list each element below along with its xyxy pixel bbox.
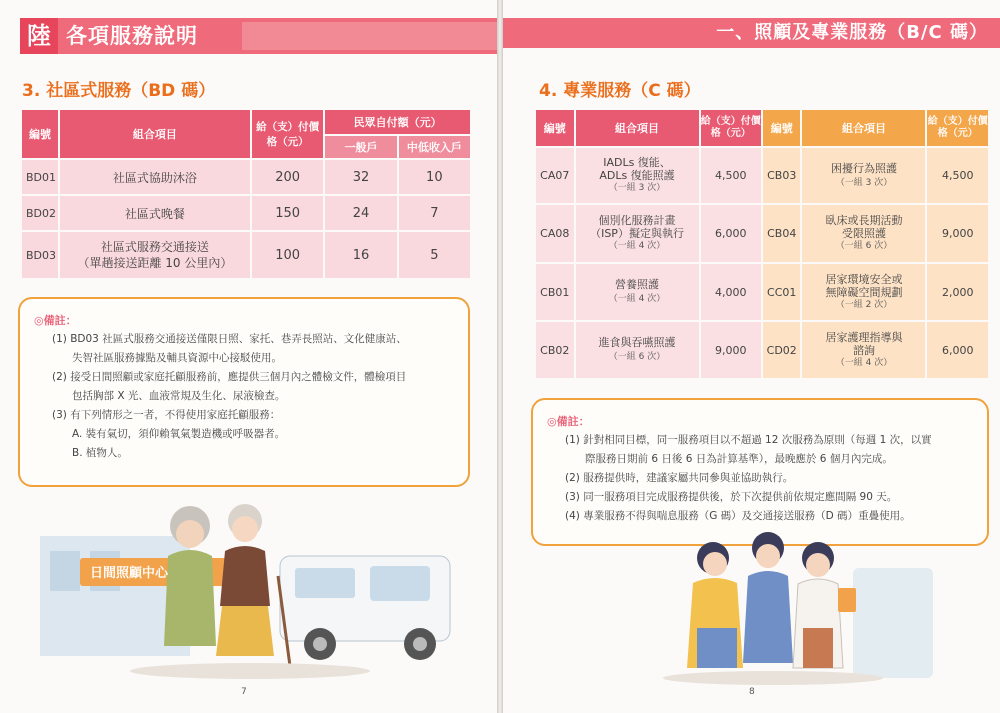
row-price: 6,000 (701, 205, 761, 262)
row-general: 32 (325, 160, 396, 194)
row-price: 9,000 (927, 205, 988, 262)
row-item-line1: 社區式服務交通接送 (100, 240, 209, 254)
item-line2: 諮詢 (852, 343, 875, 357)
row-item (576, 148, 699, 203)
table-row (536, 205, 988, 262)
row-low-income: 10 (399, 160, 470, 194)
item-line2: ADLs 復能照護 (599, 169, 675, 182)
note-item: A. 裝有氣切，須仰賴氧氣製造機或呼吸器者。 (72, 428, 286, 440)
table-row (22, 160, 470, 194)
table-row (536, 264, 988, 320)
row-code: CD02 (763, 322, 801, 378)
note-item: B. 植物人。 (72, 447, 128, 459)
item-sub: （一組 3 次） (835, 177, 893, 188)
col-header-code-2: 編號 (763, 110, 801, 146)
item-sub: （一組 3 次） (608, 183, 666, 193)
row-price: 100 (252, 232, 323, 278)
item-line1: IADLs 復能、 (603, 156, 671, 169)
chapter-badge: 陸 (20, 18, 58, 54)
header-decoration (242, 22, 497, 50)
row-item: 社區式晚餐 (60, 196, 250, 230)
professionals-illustration (653, 528, 973, 688)
note-item: 際服務日期前 6 日後 6 日為計算基準），最晚應於 6 個月內完成。 (585, 453, 893, 465)
row-price: 4,500 (701, 148, 761, 203)
item-line1: 營養照護 (615, 278, 660, 291)
row-item (576, 205, 699, 262)
row-item: 社區式協助沐浴 (60, 160, 250, 194)
note-item: (3) 有下列情形之一者，不得使用家庭托顧服務： (52, 409, 281, 421)
row-low-income: 5 (399, 232, 470, 278)
page-number-right: 8 (749, 687, 755, 697)
section-title-c: 4. 專業服務（C 碼） (539, 81, 701, 101)
row-code: CB01 (536, 264, 574, 320)
col-header-price-2: 給（支）付價格（元） (927, 110, 988, 146)
row-item-line2: （單趟接送距離 10 公里內） (77, 256, 233, 270)
note-item: (3) 同一服務項目完成服務提供後，於下次提供前依規定應間隔 90 天。 (565, 491, 898, 503)
day-care-scene-icon (40, 496, 480, 686)
notes-title: ◎備註： (547, 415, 590, 428)
right-header-bar (503, 18, 1000, 48)
row-item (576, 264, 699, 320)
col-header-low-income: 中低收入戶 (399, 136, 470, 158)
row-general: 16 (325, 232, 396, 278)
page-number-left: 7 (241, 687, 247, 697)
table-row (22, 232, 470, 278)
table-row (22, 196, 470, 230)
row-price: 4,500 (927, 148, 988, 203)
section-header-title: 一、照顧及專業服務（B/C 碼） (716, 22, 988, 43)
row-item (802, 322, 925, 378)
section-title-bd: 3. 社區式服務（BD 碼） (22, 81, 216, 101)
note-item: (1) BD03 社區式服務交通接送僅限日照、家托、巷弄長照站、文化健康站、 (52, 333, 407, 345)
row-item (802, 148, 925, 203)
item-sub: （一組 6 次） (608, 352, 666, 362)
day-care-illustration (40, 496, 480, 686)
row-price: 200 (252, 160, 323, 194)
c-code-table (534, 108, 990, 380)
row-price: 4,000 (701, 264, 761, 320)
table-row (536, 148, 988, 203)
col-header-code: 編號 (536, 110, 574, 146)
note-item: (2) 服務提供時，建議家屬共同參與並協助執行。 (565, 472, 794, 484)
row-code: BD03 (22, 232, 58, 278)
note-item: (4) 專業服務不得與喘息服務（G 碼）及交通接送服務（D 碼）重疊使用。 (565, 510, 911, 522)
row-low-income: 7 (399, 196, 470, 230)
row-price: 9,000 (701, 322, 761, 378)
chapter-title: 各項服務說明 (66, 24, 198, 48)
table-row (536, 322, 988, 378)
note-item: 包括胸部 X 光、血液常規及生化、尿液檢查。 (72, 390, 286, 402)
right-page (503, 0, 1000, 713)
note-item: 失智社區服務據點及輔具資源中心接駁使用。 (72, 352, 282, 364)
day-care-sign: 日間照顧中心 (90, 566, 169, 581)
col-header-item: 組合項目 (576, 110, 699, 146)
item-sub: （一組 4 次） (608, 241, 666, 251)
item-sub: （一組 4 次） (608, 294, 666, 304)
bd-table (20, 108, 472, 280)
col-header-price: 給（支）付價格（元） (701, 110, 761, 146)
row-code: CB03 (763, 148, 801, 203)
item-line1: 困擾行為照護 (830, 161, 897, 175)
item-line1: 進食與吞嚥照護 (598, 336, 676, 349)
row-price: 150 (252, 196, 323, 230)
row-item (802, 264, 925, 320)
item-sub: （一組 6 次） (835, 241, 893, 251)
item-sub: （一組 4 次） (835, 357, 893, 368)
right-notes-box (531, 398, 989, 546)
row-code: CA07 (536, 148, 574, 203)
col-header-code: 編號 (22, 110, 58, 158)
col-header-item: 組合項目 (60, 110, 250, 158)
left-notes-box (18, 297, 470, 487)
professionals-scene-icon (653, 528, 973, 688)
row-item (576, 322, 699, 378)
item-sub: （一組 2 次） (835, 299, 893, 310)
col-header-item-2: 組合項目 (802, 110, 925, 146)
row-price: 6,000 (927, 322, 988, 378)
row-item (60, 232, 250, 278)
col-header-general: 一般戶 (325, 136, 396, 158)
row-code: CB02 (536, 322, 574, 378)
item-line1: 臥床或長期活動 (825, 214, 903, 227)
row-code: CC01 (763, 264, 801, 320)
note-item: (1) 針對相同目標，同一服務項目以不超過 12 次服務為原則（每週 1 次，以實 (565, 434, 932, 446)
item-line2: （ISP）擬定與執行 (590, 227, 684, 240)
item-line1: 個別化服務計畫 (598, 214, 676, 227)
notes-title: ◎備註： (34, 314, 77, 327)
left-page (0, 0, 497, 713)
row-code: BD02 (22, 196, 58, 230)
item-line1: 居家環境安全或 (825, 272, 903, 286)
row-price: 2,000 (927, 264, 988, 320)
row-code: CB04 (763, 205, 801, 262)
item-line2: 無障礙空間規劃 (825, 285, 903, 299)
left-header-bar (20, 18, 497, 54)
row-code: CA08 (536, 205, 574, 262)
row-general: 24 (325, 196, 396, 230)
row-code: BD01 (22, 160, 58, 194)
col-header-copay: 民眾自付額（元） (325, 110, 470, 134)
col-header-price: 給（支）付價格（元） (252, 110, 323, 158)
item-line2: 受限照護 (841, 227, 886, 240)
note-item: (2) 接受日間照顧或家庭托顧服務前，應提供三個月內之體檢文件，體檢項目 (52, 371, 407, 383)
item-line1: 居家護理指導與 (825, 330, 903, 344)
row-item (802, 205, 925, 262)
